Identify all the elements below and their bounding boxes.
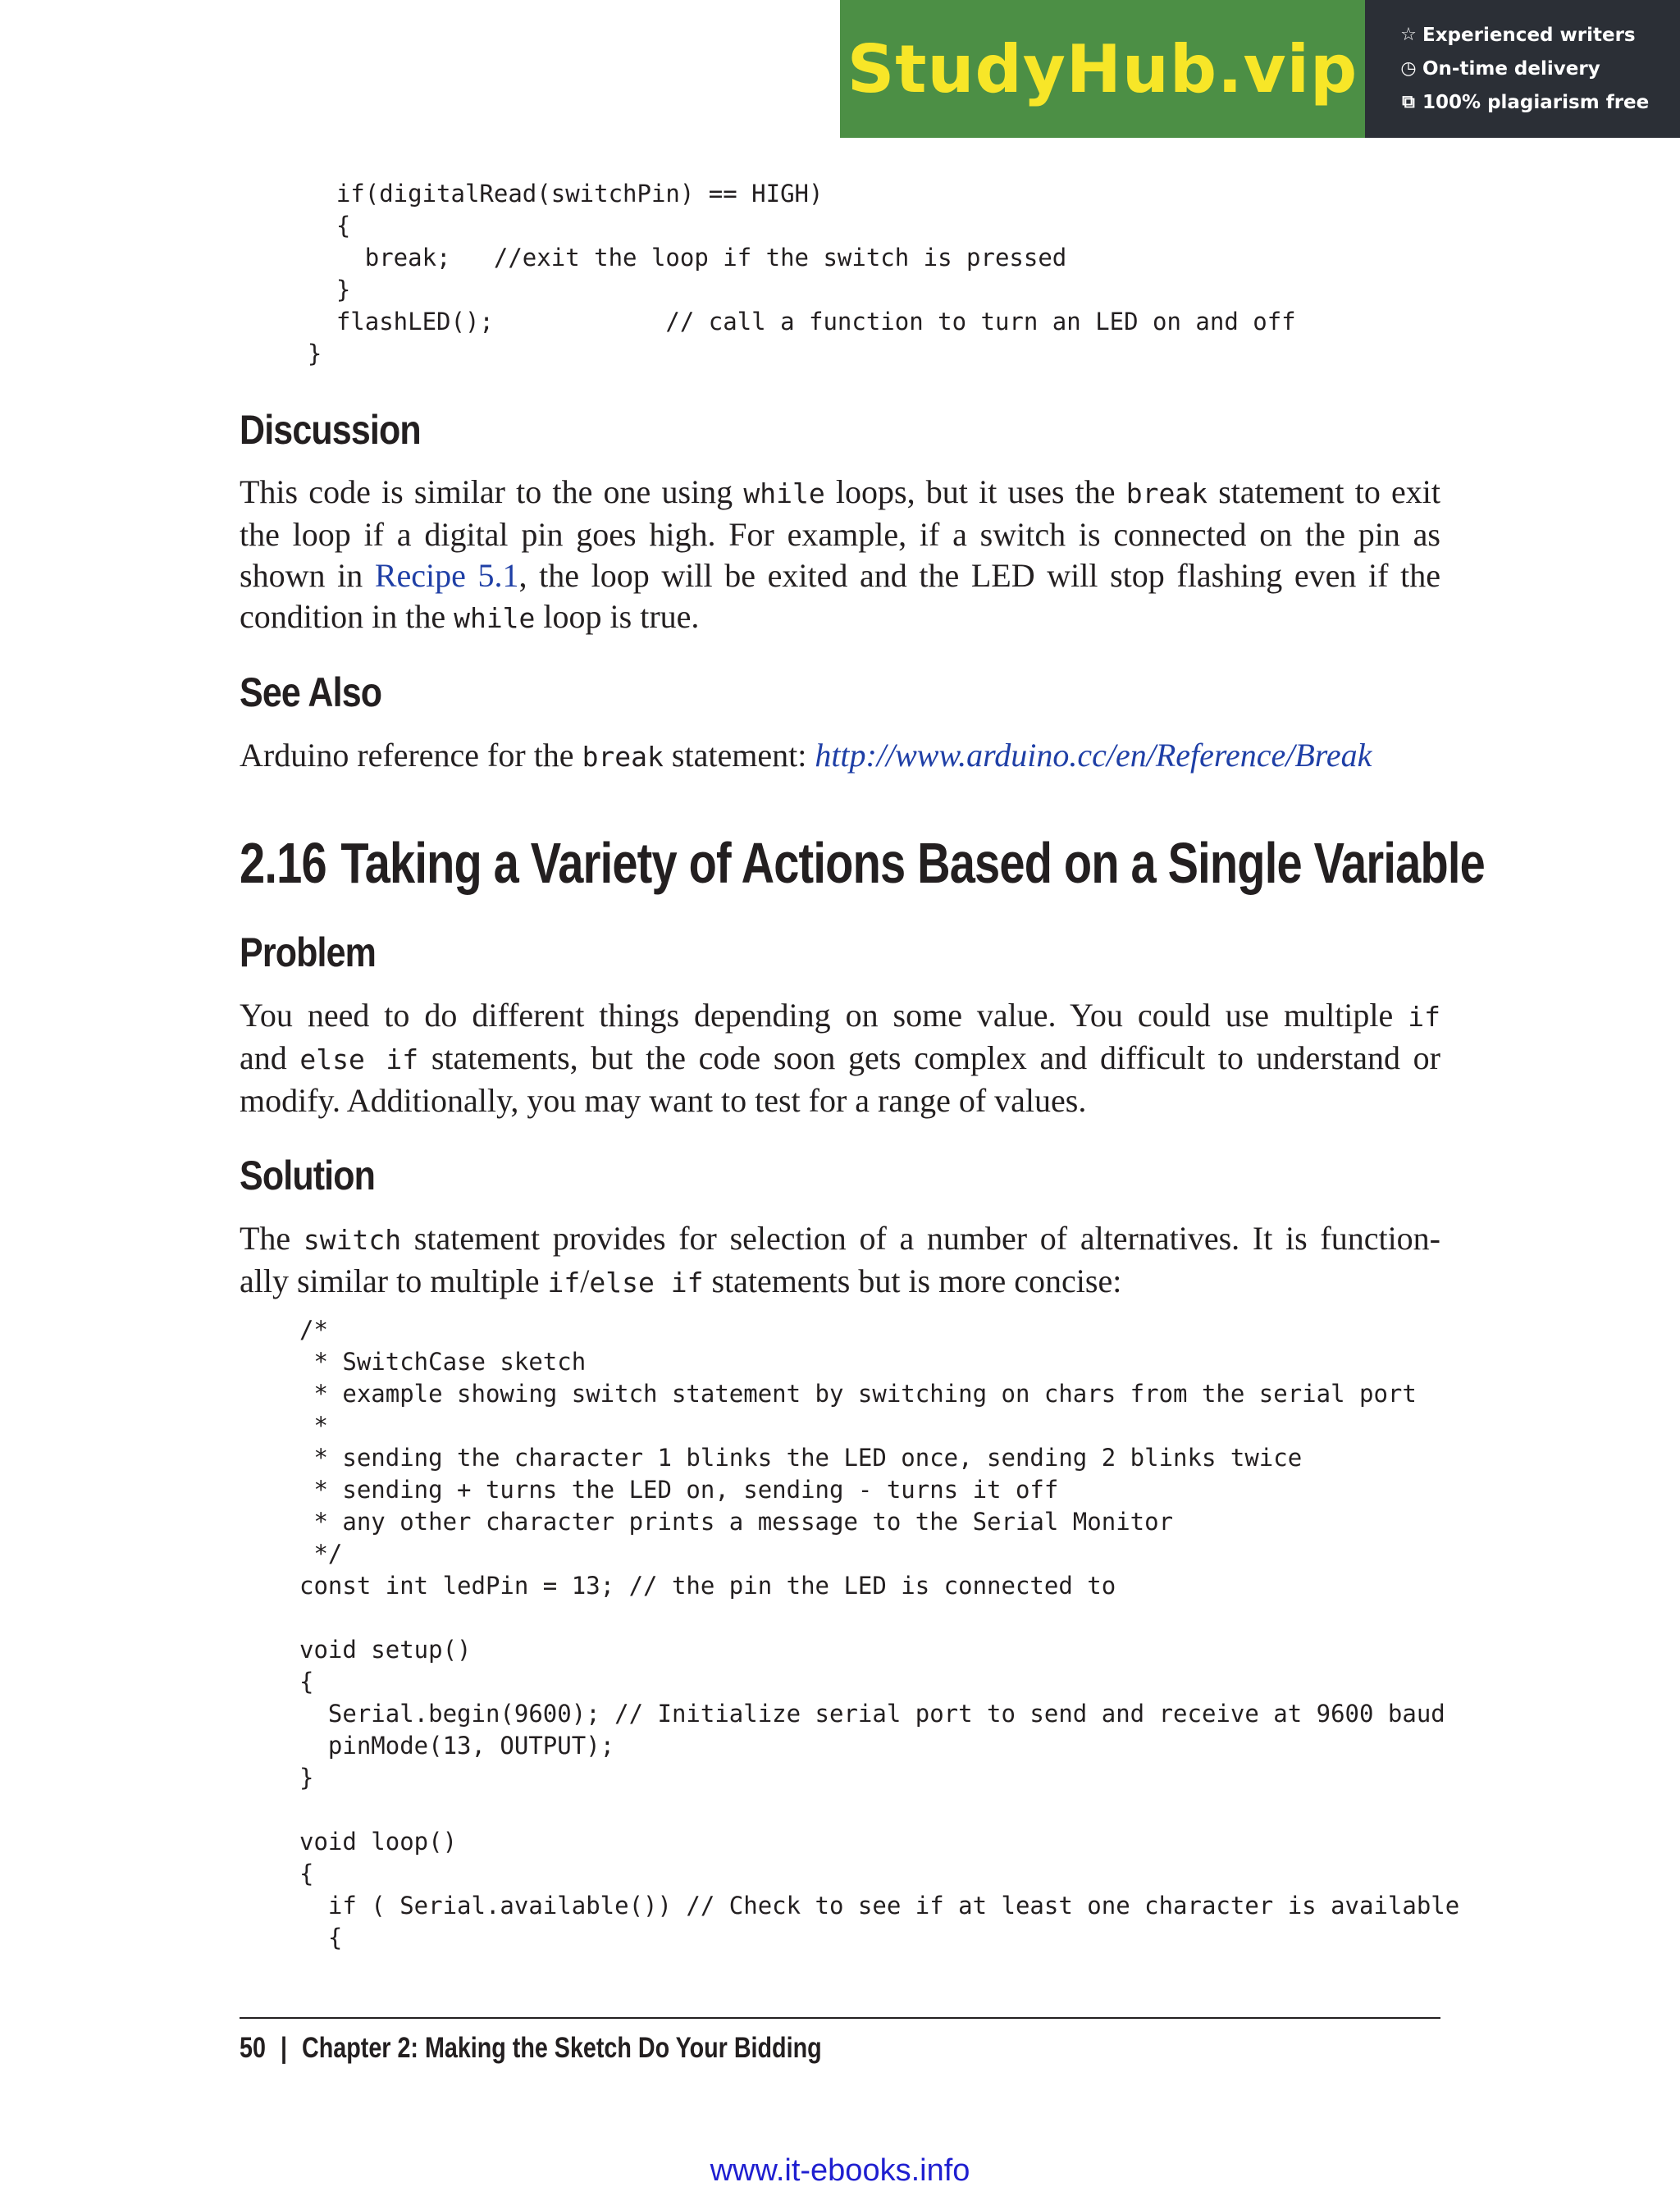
text-line <box>240 1261 1440 1303</box>
section-number: 2.16 <box>240 831 326 895</box>
footer-separator: | <box>280 2032 288 2064</box>
section-title-text: Taking a Variety of Actions Based on a Single Variable <box>340 831 1485 895</box>
watermark-link[interactable]: www.it-ebooks.info <box>710 2153 970 2188</box>
clock-icon: ◷ <box>1400 58 1417 79</box>
inline-code: break <box>582 741 664 773</box>
text-line <box>240 1080 1440 1121</box>
text-run: Arduino reference for the <box>240 737 582 774</box>
text-run: loop is true. <box>535 598 700 635</box>
text-line <box>240 735 1440 778</box>
text-run: statement provides for selection of a number of alternatives. It is function- <box>401 1220 1441 1257</box>
discussion-paragraph <box>240 472 1440 639</box>
text-line <box>240 514 1440 555</box>
text-run: ally similar to multiple <box>240 1262 548 1299</box>
text-line <box>240 555 1440 596</box>
banner-feature-label: On-time delivery <box>1422 57 1600 80</box>
text-line <box>240 1038 1440 1080</box>
banner-logo-text: StudyHub.vip <box>847 30 1358 107</box>
copy-icon: ⧉ <box>1402 92 1415 112</box>
text-run: , the loop will be exited and the LED will stop flashing even if the <box>518 557 1440 594</box>
banner-features <box>1398 18 1677 119</box>
text-run: The <box>240 1220 304 1257</box>
solution-paragraph <box>240 1218 1440 1303</box>
text-run: statements, but the code soon gets complex and difficult to understand or <box>418 1039 1441 1076</box>
inline-code: break <box>1125 477 1208 509</box>
section-title <box>240 830 1485 896</box>
banner-feature <box>1398 52 1677 85</box>
page-footer <box>240 2028 822 2069</box>
footer-divider <box>240 2017 1440 2019</box>
chapter-title: Chapter 2: Making the Sketch Do Your Bidding <box>302 2032 822 2064</box>
see-also-heading: See Also <box>240 669 382 715</box>
text-run: the loop if a digital pin goes high. For example, if a switch is connected on the pin as <box>240 516 1440 553</box>
discussion-heading: Discussion <box>240 407 421 453</box>
banner-logo[interactable] <box>840 0 1365 138</box>
text-run: modify. Additionally, you may want to test for a range of values. <box>240 1082 1087 1119</box>
solution-heading: Solution <box>240 1153 376 1198</box>
inline-code: while <box>454 602 536 634</box>
text-run: / <box>580 1262 590 1299</box>
problem-paragraph <box>240 995 1440 1121</box>
text-line <box>240 472 1440 514</box>
inline-code: if <box>547 1267 581 1299</box>
reference-link[interactable]: http://www.arduino.cc/en/Reference/Break <box>815 737 1372 774</box>
text-line <box>240 995 1440 1038</box>
banner-feature-label: Experienced writers <box>1422 24 1636 46</box>
problem-heading: Problem <box>240 929 377 975</box>
recipe-link[interactable]: Recipe 5.1 <box>374 557 519 594</box>
text-run: condition in the <box>240 598 454 635</box>
inline-code: switch <box>303 1224 402 1256</box>
inline-code: else if <box>589 1267 704 1299</box>
text-run: and <box>240 1039 300 1076</box>
page-number: 50 <box>240 2032 266 2064</box>
inline-code: else if <box>299 1043 419 1075</box>
text-run: This code is similar to the one using <box>240 473 744 510</box>
text-line <box>240 596 1440 639</box>
text-run: statement: <box>663 737 815 774</box>
banner-feature-label: 100% plagiarism free <box>1422 91 1650 113</box>
text-run: loops, but it uses the <box>824 473 1126 510</box>
text-run: statements but is more concise: <box>703 1262 1122 1299</box>
code-block-switchcase-sketch: /* * SwitchCase sketch * example showing switch statement by switching on chars from the serial port * * sending the character 1 blinks the LED once, sending 2 blinks twice * sending + turns the LED on, sending - turns it off * any other character prints a message to the Serial Monitor */ const int ledPin = 13; // the pin the LED is connected to void setup() { Serial.begin(9600); // Initialize serial port to send and receive at 9600 baud pinMode(13, OUTPUT); } void loop() { if ( Serial.available()) // Check to see if at least one character is available { <box>299 1316 1460 1952</box>
code-block-loop-fragment: if(digitalRead(switchPin) == HIGH) { break; //exit the loop if the switch is pressed } flashLED(); // call a function to turn an LED on and off } <box>307 180 1296 368</box>
text-line <box>240 1218 1440 1261</box>
text-run: You need to do different things depending on some value. You could use multiple <box>240 997 1408 1034</box>
banner-feature <box>1398 18 1677 52</box>
text-run: statement to exit <box>1208 473 1441 510</box>
inline-code: while <box>743 477 825 509</box>
promo-banner[interactable] <box>840 0 1680 138</box>
see-also-paragraph <box>240 735 1440 778</box>
inline-code: if <box>1408 1001 1440 1033</box>
banner-feature <box>1398 85 1677 119</box>
star-icon: ☆ <box>1400 25 1417 45</box>
text-run: shown in <box>240 557 375 594</box>
